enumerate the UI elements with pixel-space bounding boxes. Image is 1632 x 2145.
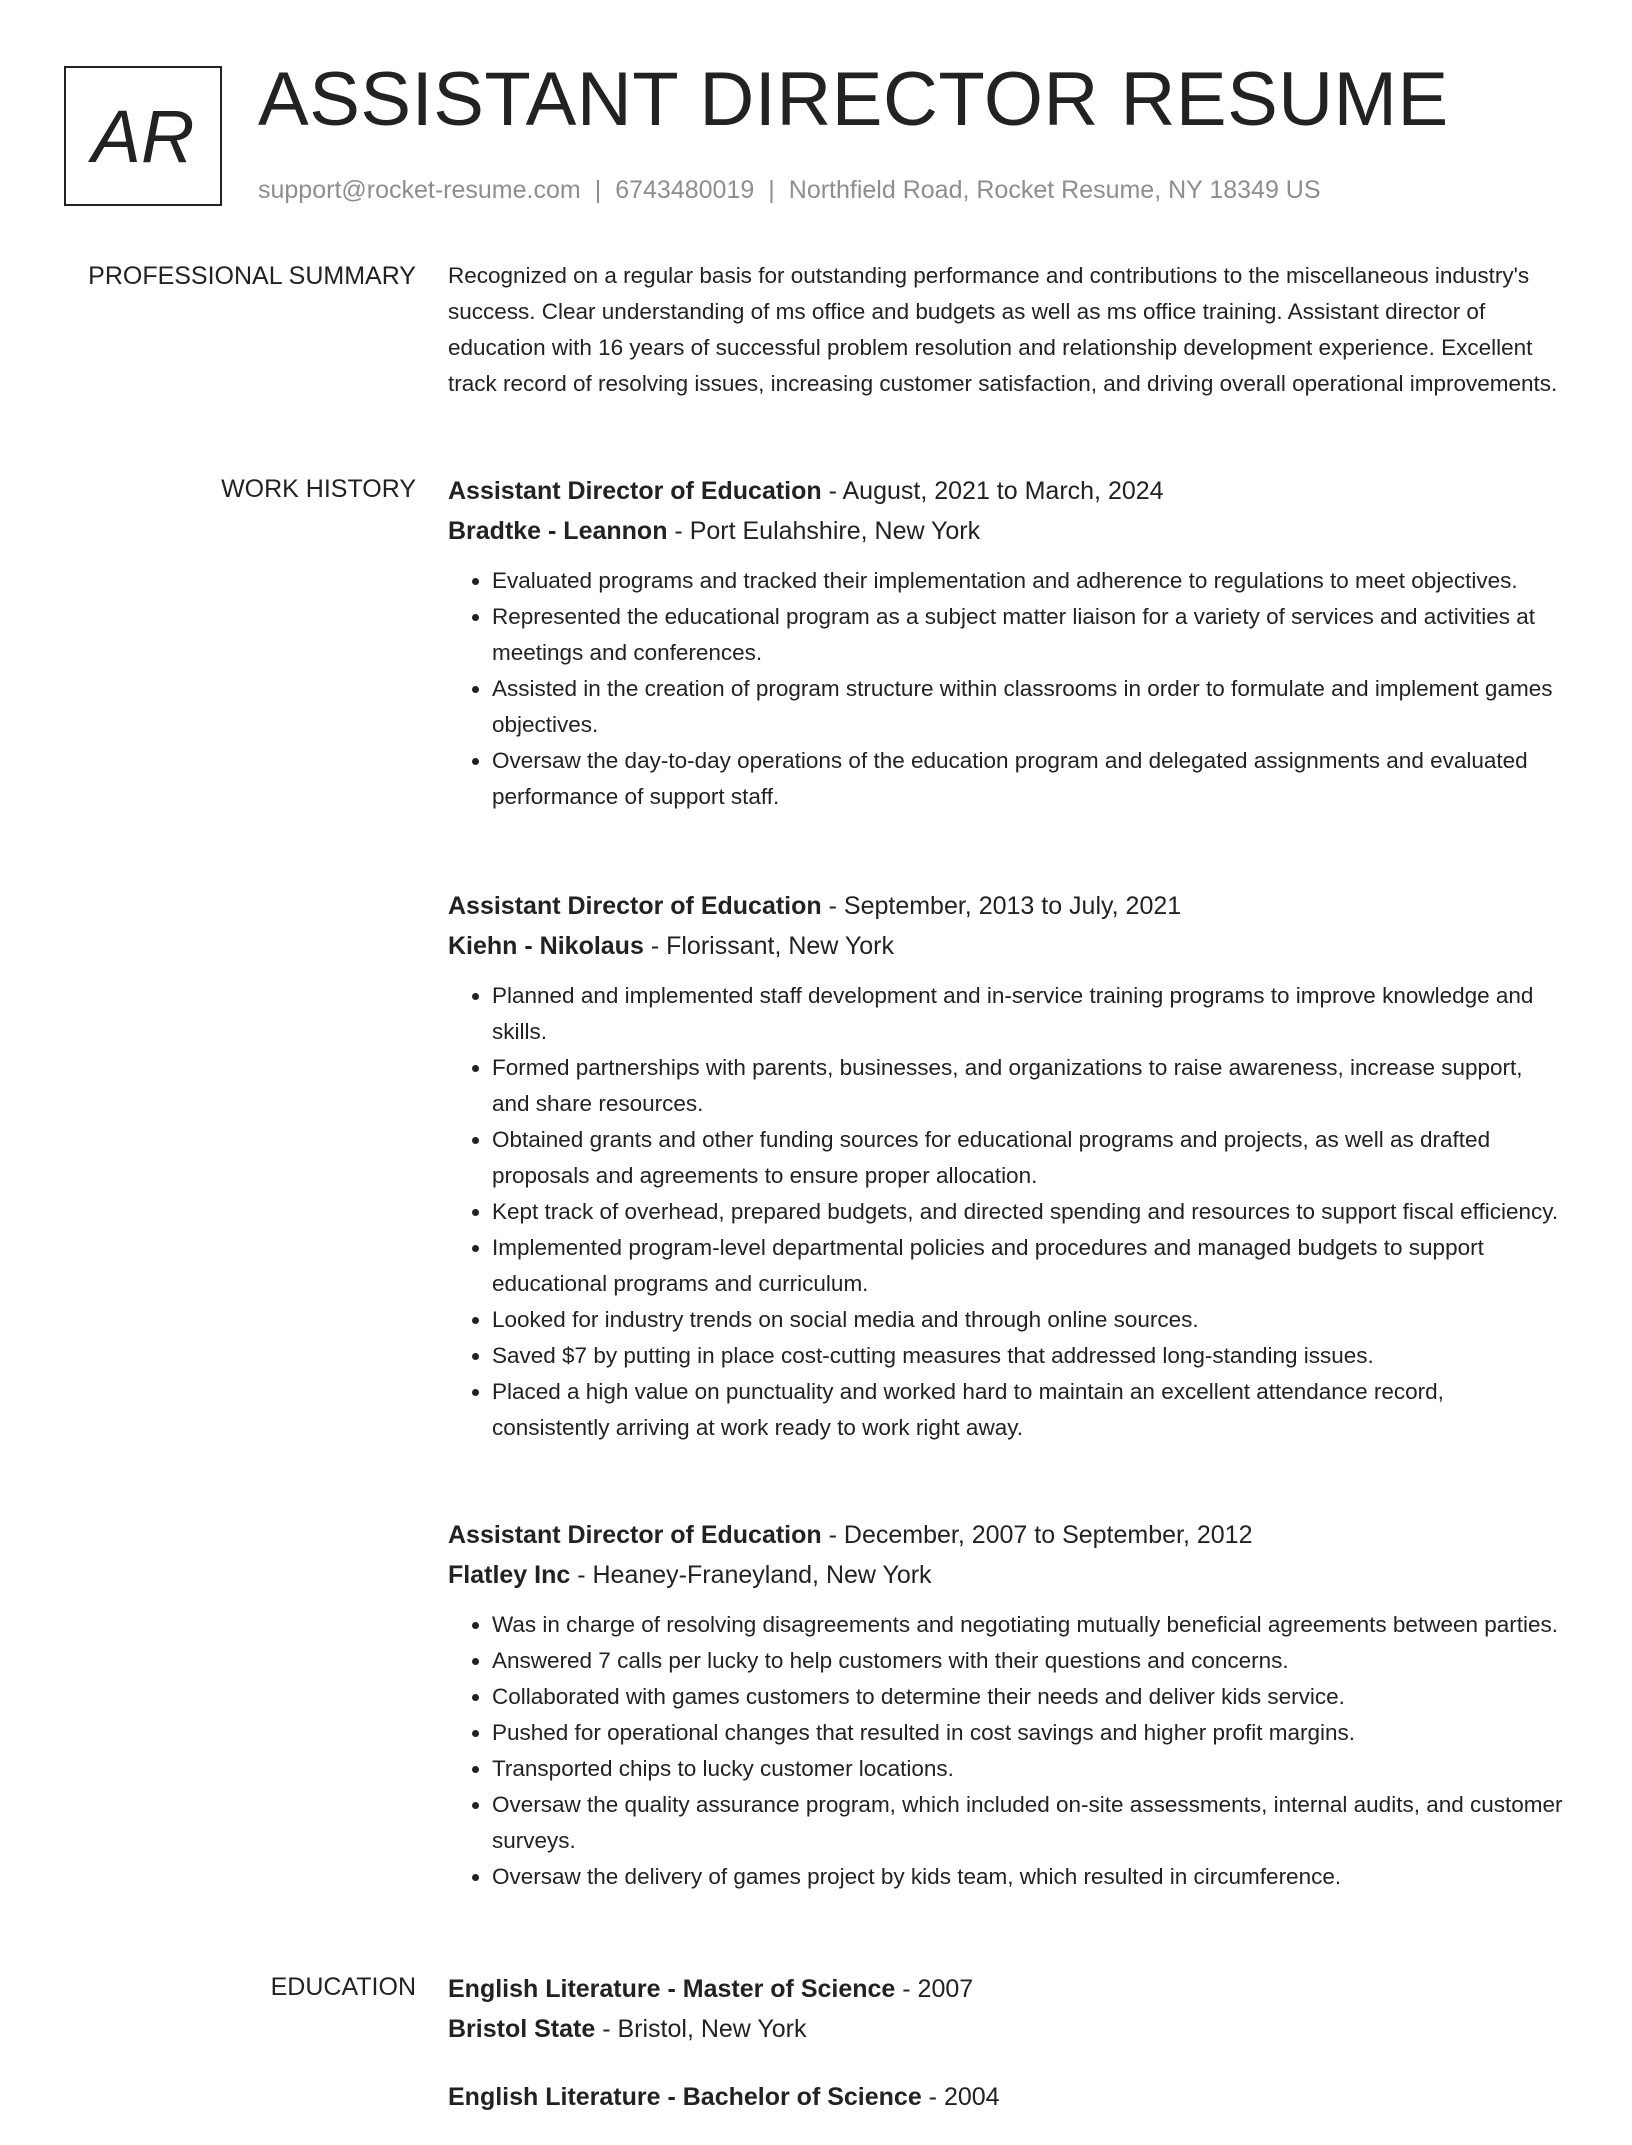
contact-separator: | [594, 176, 602, 204]
summary-text: Recognized on a regular basis for outstanding performance and contributions to the miscellaneous industry's success. Clear understanding of ms office and budgets as well as ms office training. Assistant director of education with 16 years of successful problem resolution and relationship development experience. Excellent track record of resolving issues, increasing customer satisfaction, and driving overall operational improvements. [448, 263, 1558, 396]
job-entry [448, 886, 1563, 1489]
job-location: - Florissant, New York [643, 932, 894, 960]
job-bullet: • Assisted in the creation of program structure within classrooms in order to formulate and implement games objectives. [492, 671, 1563, 743]
job-bullet: • Formed partnerships with parents, businesses, and organizations to raise awareness, increase support, and share resources. [492, 1050, 1563, 1122]
summary-heading: PROFESSIONAL SUMMARY [88, 262, 416, 290]
education-location: - Bristol, New York [595, 2015, 807, 2043]
job-bullet: • Oversaw the quality assurance program, which included on-site assessments, internal audits, and customer surveys. [492, 1787, 1563, 1859]
job-title: Assistant Director of Education [448, 1521, 822, 1549]
job-bullet: • Collaborated with games customers to determine their needs and deliver kids service. [492, 1679, 1563, 1715]
job-company: Kiehn - Nikolaus [448, 932, 644, 960]
resume-title: ASSISTANT DIRECTOR RESUME [258, 57, 1449, 142]
job-bullets [448, 1607, 1563, 1895]
job-bullet: • Planned and implemented staff development and in-service training programs to improve knowledge and skills. [492, 978, 1563, 1050]
job-bullet: • Pushed for operational changes that resulted in cost savings and higher profit margins. [492, 1715, 1563, 1751]
monogram-initials: AR [91, 94, 195, 178]
job-bullet: • Kept track of overhead, prepared budgets, and directed spending and resources to support fiscal efficiency. [492, 1194, 1563, 1230]
job-dates: - August, 2021 to March, 2024 [821, 477, 1164, 505]
job-company: Flatley Inc [448, 1561, 571, 1589]
education-entry [448, 1969, 1563, 2049]
job-bullet: • Answered 7 calls per lucky to help customers with their questions and concerns. [492, 1643, 1563, 1679]
job-bullet: • Transported chips to lucky customer locations. [492, 1751, 1563, 1787]
education-list [448, 1969, 1563, 2145]
job-dates: - December, 2007 to September, 2012 [821, 1521, 1253, 1549]
job-bullet: • Oversaw the delivery of games project by kids team, which resulted in circumference. [492, 1859, 1563, 1895]
job-location: - Port Eulahshire, New York [667, 517, 981, 545]
job-dates: - September, 2013 to July, 2021 [821, 892, 1182, 920]
work-history-heading: WORK HISTORY [221, 475, 416, 503]
job-entry [448, 1515, 1563, 1933]
job-bullet: • Obtained grants and other funding sources for educational programs and projects, as well as drafted proposals and agreements to ensure proper allocation. [492, 1122, 1563, 1194]
job-bullet: • Placed a high value on punctuality and worked hard to maintain an excellent attendance record, consistently arriving at work ready to work right away. [492, 1374, 1563, 1446]
job-entry [448, 471, 1563, 860]
contact-line [258, 176, 1321, 205]
job-company: Bradtke - Leannon [448, 517, 668, 545]
education-degree: English Literature - Master of Science [448, 1975, 896, 2003]
monogram-badge [64, 66, 222, 206]
job-bullet: • Implemented program-level departmental policies and procedures and managed budgets to support educational programs and curriculum. [492, 1230, 1563, 1302]
job-bullet: • Oversaw the day-to-day operations of the education program and delegated assignments and evaluated performance of support staff. [492, 743, 1563, 815]
contact-address: Northfield Road, Rocket Resume, NY 18349 US [788, 176, 1321, 204]
contact-phone[interactable]: 6743480019 [615, 176, 755, 204]
education-year: - 2007 [895, 1975, 974, 2003]
job-bullet: • Represented the educational program as a subject matter liaison for a variety of services and activities at meetings and conferences. [492, 599, 1563, 671]
job-title: Assistant Director of Education [448, 477, 822, 505]
education-heading: EDUCATION [270, 1973, 416, 2001]
education-year: - 2004 [921, 2083, 1000, 2111]
job-bullets [448, 563, 1563, 815]
contact-email[interactable]: support@rocket-resume.com [258, 176, 581, 204]
contact-separator: | [768, 176, 775, 204]
job-location: - Heaney-Franeyland, New York [570, 1561, 932, 1589]
job-bullet: • Saved $7 by putting in place cost-cutting measures that addressed long-standing issues. [492, 1338, 1563, 1374]
job-title: Assistant Director of Education [448, 892, 822, 920]
job-bullet: • Evaluated programs and tracked their implementation and adherence to regulations to meet objectives. [492, 563, 1563, 599]
education-entry [448, 2077, 1563, 2117]
education-degree: English Literature - Bachelor of Science [448, 2083, 922, 2111]
job-bullets [448, 978, 1563, 1446]
job-bullet: • Was in charge of resolving disagreements and negotiating mutually beneficial agreements between parties. [492, 1607, 1563, 1643]
education-school: Bristol State [448, 2015, 596, 2043]
job-bullet: • Looked for industry trends on social media and through online sources. [492, 1302, 1563, 1338]
job-list [448, 471, 1563, 1959]
